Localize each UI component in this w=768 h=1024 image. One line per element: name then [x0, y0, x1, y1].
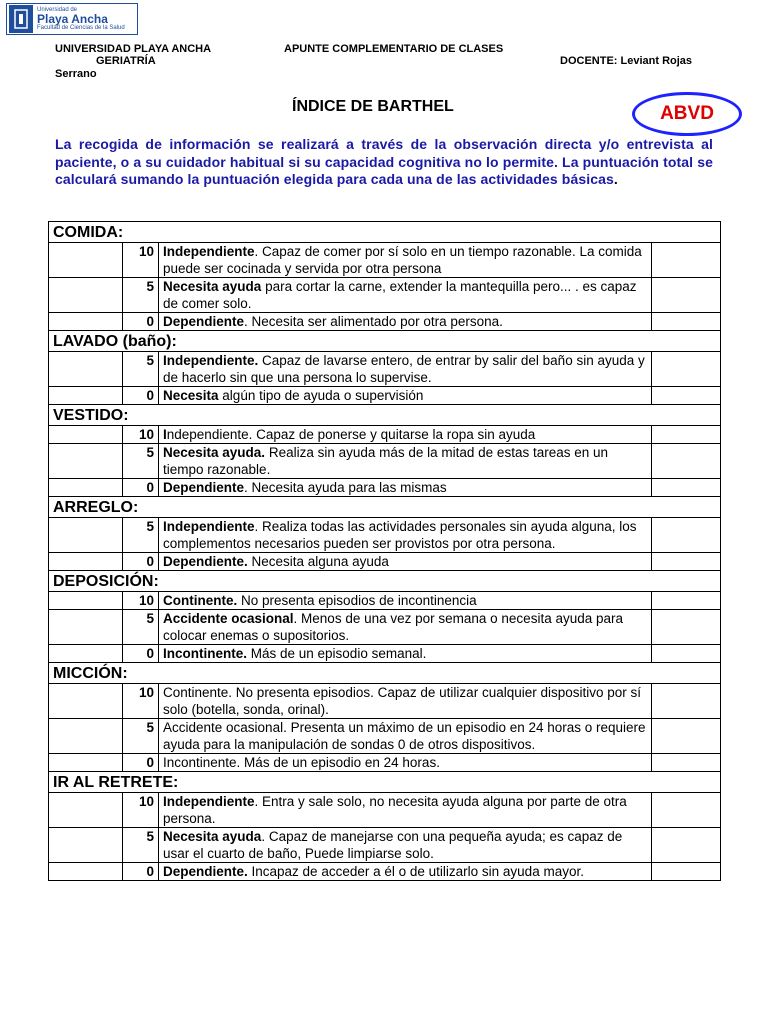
description-text: . Necesita ayuda para las mismas: [244, 480, 447, 495]
blank-cell: [49, 518, 123, 553]
blank-cell: [49, 793, 123, 828]
description-text: . Capaz de comer por sí solo en un tiempo razonable. La comida puede ser cocinada y servida por otra persona: [163, 244, 642, 276]
blank-cell: [49, 352, 123, 387]
intro-text: La recogida de información se realizará a través de la observación directa y/o entrevista al paciente, o a su cuidador habitual si su capacidad cognitiva no lo permite. La puntuación total se calculará sumando la puntuación elegida para cada una de las actividades básicas: [55, 136, 713, 187]
score-entry-cell[interactable]: [652, 352, 721, 387]
blank-cell: [49, 754, 123, 772]
table-row: [49, 684, 721, 719]
blank-cell: [49, 592, 123, 610]
description-label: I: [163, 427, 167, 442]
description-label: Necesita ayuda.: [163, 445, 266, 460]
table-row: [49, 553, 721, 571]
description-label: Necesita: [163, 388, 219, 403]
description-text: Necesita alguna ayuda: [247, 554, 389, 569]
table-row: [49, 828, 721, 863]
score-entry-cell[interactable]: [652, 645, 721, 663]
score-entry-cell[interactable]: [652, 313, 721, 331]
blank-cell: [49, 553, 123, 571]
score-entry-cell[interactable]: [652, 479, 721, 497]
section-header-row: [49, 772, 721, 793]
blank-cell: [49, 387, 123, 405]
description-label: Dependiente: [163, 480, 245, 495]
description-text: Más de un episodio semanal.: [247, 646, 427, 661]
score-cell: 5: [123, 610, 159, 645]
description-label: Continente.: [163, 593, 238, 608]
blank-cell: [49, 863, 123, 881]
description-text: . Capaz de manejarse con una pequeña ayuda; es capaz de usar el cuarto de baño, Puede limpiarse solo.: [163, 829, 623, 861]
blank-cell: [49, 313, 123, 331]
section-header-row: [49, 663, 721, 684]
description-text: Capaz de lavarse entero, de entrar by salir del baño sin ayuda y de hacerlo sin que una persona lo supervise.: [163, 353, 645, 385]
description-cell: [159, 610, 652, 645]
score-entry-cell[interactable]: [652, 518, 721, 553]
table-row: [49, 518, 721, 553]
score-cell: 10: [123, 426, 159, 444]
section-header-row: [49, 331, 721, 352]
table-row: [49, 863, 721, 881]
description-cell: [159, 243, 652, 278]
description-text: Incapaz de acceder a él o de utilizarlo sin ayuda mayor.: [247, 864, 584, 879]
score-entry-cell[interactable]: [652, 444, 721, 479]
table-row: [49, 387, 721, 405]
score-entry-cell[interactable]: [652, 754, 721, 772]
score-cell: 10: [123, 793, 159, 828]
score-entry-cell[interactable]: [652, 553, 721, 571]
score-cell: 0: [123, 645, 159, 663]
description-label: Dependiente: [163, 314, 245, 329]
score-cell: 0: [123, 479, 159, 497]
header-university: UNIVERSIDAD PLAYA ANCHA: [55, 43, 212, 55]
table-row: [49, 243, 721, 278]
header-teacher-surname: Serrano: [55, 68, 97, 80]
table-row: [49, 610, 721, 645]
description-cell: [159, 828, 652, 863]
description-cell: [159, 313, 652, 331]
description-label: Incontinente.: [163, 646, 247, 661]
table-row: [49, 426, 721, 444]
description-label: Dependiente.: [163, 864, 248, 879]
intro-period: .: [613, 171, 618, 187]
description-text: ndependiente. Capaz de ponerse y quitarse la ropa sin ayuda: [166, 427, 536, 442]
description-cell: [159, 479, 652, 497]
score-cell: 10: [123, 243, 159, 278]
description-label: Independiente: [163, 519, 255, 534]
description-text: . Entra y sale solo, no necesita ayuda alguna por parte de otra persona.: [163, 794, 627, 826]
description-label: Accidente ocasional: [163, 611, 294, 626]
blank-cell: [49, 479, 123, 497]
table-row: [49, 352, 721, 387]
blank-cell: [49, 719, 123, 754]
table-row: [49, 278, 721, 313]
abvd-badge: [632, 92, 742, 136]
description-text: . Realiza todas las actividades personales sin ayuda alguna, los complementos necesarios pueden ser provistos por otra persona.: [163, 519, 637, 551]
score-cell: 5: [123, 444, 159, 479]
score-entry-cell[interactable]: [652, 243, 721, 278]
score-entry-cell[interactable]: [652, 863, 721, 881]
description-cell: [159, 719, 652, 754]
blank-cell: [49, 426, 123, 444]
barthel-table: [48, 221, 721, 881]
description-cell: [159, 645, 652, 663]
description-label: Necesita ayuda: [163, 279, 262, 294]
logo-text: [37, 7, 125, 31]
section-header-row: [49, 405, 721, 426]
table-row: [49, 793, 721, 828]
score-cell: 5: [123, 518, 159, 553]
score-cell: 5: [123, 352, 159, 387]
blank-cell: [49, 610, 123, 645]
university-crest-icon: [9, 5, 33, 33]
description-text: algún tipo de ayuda o supervisión: [218, 388, 424, 403]
description-cell: [159, 518, 652, 553]
section-title: IR AL RETRETE:: [49, 772, 721, 793]
blank-cell: [49, 278, 123, 313]
section-header-row: [49, 497, 721, 518]
score-cell: 0: [123, 553, 159, 571]
description-cell: [159, 553, 652, 571]
table-row: [49, 479, 721, 497]
header-teacher: DOCENTE: Leviant Rojas: [560, 55, 693, 67]
score-entry-cell[interactable]: [652, 592, 721, 610]
section-title: VESTIDO:: [49, 405, 721, 426]
score-entry-cell[interactable]: [652, 793, 721, 828]
logo-line-3: Facultad de Ciencias de la Salud: [37, 25, 125, 31]
description-text: Incontinente. Más de un episodio en 24 horas.: [163, 755, 440, 770]
score-entry-cell[interactable]: [652, 828, 721, 863]
table-row: [49, 313, 721, 331]
description-text: Continente. No presenta episodios. Capaz de utilizar cualquier dispositivo por sí solo (botella, sonda, orinal).: [163, 685, 642, 717]
header-doc-type: APUNTE COMPLEMENTARIO DE CLASES: [284, 43, 504, 55]
description-text: . Necesita ser alimentado por otra persona.: [244, 314, 503, 329]
table-row: [49, 444, 721, 479]
barthel-table-body: [49, 222, 721, 881]
logo-line-2: Playa Ancha: [37, 12, 108, 26]
score-entry-cell[interactable]: [652, 610, 721, 645]
university-logo: [6, 3, 138, 35]
score-entry-cell[interactable]: [652, 719, 721, 754]
section-title: MICCIÓN:: [49, 663, 721, 684]
table-row: [49, 754, 721, 772]
description-cell: [159, 684, 652, 719]
blank-cell: [49, 828, 123, 863]
table-row: [49, 645, 721, 663]
blank-cell: [49, 243, 123, 278]
description-label: Independiente: [163, 794, 255, 809]
section-header-row: [49, 222, 721, 243]
description-text: No presenta episodios de incontinencia: [237, 593, 477, 608]
score-entry-cell[interactable]: [652, 387, 721, 405]
score-entry-cell[interactable]: [652, 684, 721, 719]
description-cell: [159, 278, 652, 313]
score-cell: 0: [123, 754, 159, 772]
score-entry-cell[interactable]: [652, 278, 721, 313]
description-cell: [159, 444, 652, 479]
section-title: ARREGLO:: [49, 497, 721, 518]
logo-line-1: Universidad de: [37, 7, 78, 13]
score-cell: 0: [123, 313, 159, 331]
description-text: . Menos de una vez por semana o necesita ayuda para colocar enemas o supositorios.: [163, 611, 624, 643]
section-title: LAVADO (baño):: [49, 331, 721, 352]
abvd-badge-label: ABVD: [660, 103, 714, 124]
description-cell: [159, 754, 652, 772]
blank-cell: [49, 444, 123, 479]
table-row: [49, 592, 721, 610]
blank-cell: [49, 645, 123, 663]
score-cell: 10: [123, 684, 159, 719]
section-title: COMIDA:: [49, 222, 721, 243]
description-text: Realiza sin ayuda más de la mitad de estas tareas en un tiempo razonable.: [163, 445, 609, 477]
blank-cell: [49, 684, 123, 719]
description-text: para cortar la carne, extender la mantequilla pero... . es capaz de comer solo.: [163, 279, 637, 311]
score-cell: 5: [123, 719, 159, 754]
section-title: DEPOSICIÓN:: [49, 571, 721, 592]
score-cell: 0: [123, 863, 159, 881]
score-entry-cell[interactable]: [652, 426, 721, 444]
description-cell: [159, 352, 652, 387]
description-label: Dependiente.: [163, 554, 248, 569]
score-cell: 5: [123, 278, 159, 313]
page-title: ÍNDICE DE BARTHEL: [292, 98, 454, 115]
description-cell: [159, 793, 652, 828]
score-cell: 5: [123, 828, 159, 863]
score-cell: 10: [123, 592, 159, 610]
score-cell: 0: [123, 387, 159, 405]
description-cell: [159, 387, 652, 405]
description-label: Independiente.: [163, 353, 259, 368]
intro-paragraph: [55, 136, 713, 189]
description-text: Accidente ocasional. Presenta un máximo de un episodio en 24 horas o requiere ayuda para la manipulación de sondas 0 de otros dispositivos.: [163, 720, 646, 752]
description-cell: [159, 592, 652, 610]
description-cell: [159, 863, 652, 881]
description-label: Independiente: [163, 244, 255, 259]
description-cell: [159, 426, 652, 444]
section-header-row: [49, 571, 721, 592]
description-label: Necesita ayuda: [163, 829, 262, 844]
header-subject: GERIATRÍA: [96, 55, 156, 67]
table-row: [49, 719, 721, 754]
